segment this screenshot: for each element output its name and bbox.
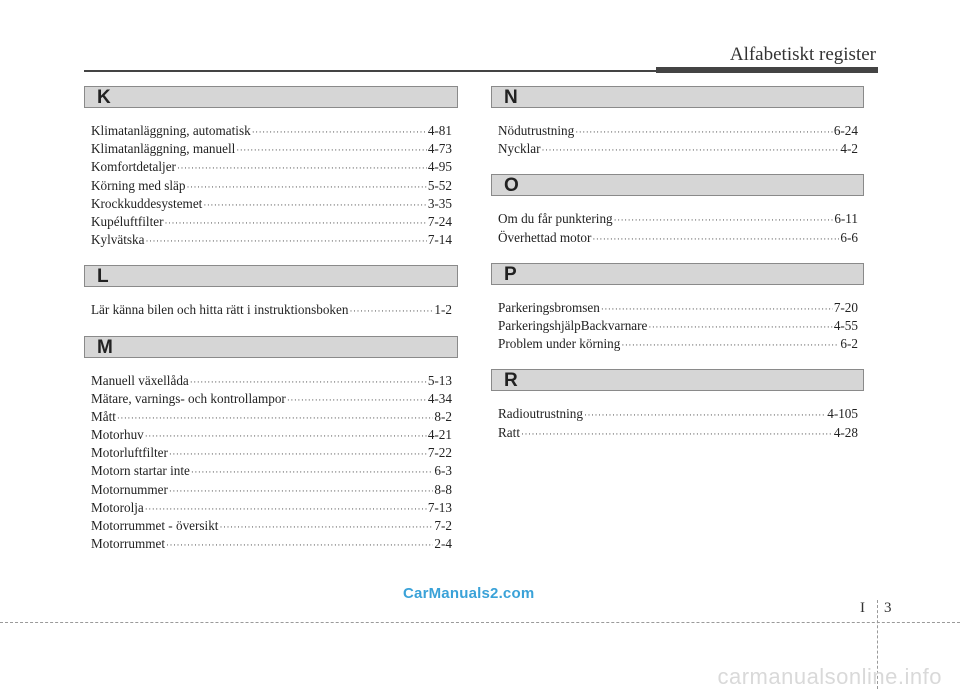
page-header-title: Alfabetiskt register (729, 44, 876, 65)
index-entry-text: Manuell växellåda (91, 372, 189, 388)
index-entry[interactable] (491, 405, 864, 423)
index-entry-text: Motorn startar inte (91, 463, 190, 479)
index-entry-text: Mätare, varnings- och kontrollampor (91, 390, 286, 406)
left-column (84, 86, 458, 553)
dot-leader (614, 211, 834, 229)
index-entry-list (84, 301, 458, 319)
index-entry-text: Klimatanläggning, automatisk (91, 123, 251, 138)
dot-leader (236, 141, 427, 159)
index-entry[interactable] (84, 426, 458, 444)
index-entry-page: 4-34 (427, 390, 452, 406)
index-entry-page: 6-11 (834, 211, 858, 227)
section-letter-bar (491, 263, 864, 285)
index-entry-page: 6-24 (833, 123, 858, 138)
index-entry-page: 5-13 (427, 372, 452, 388)
index-entry[interactable] (84, 481, 458, 499)
index-entry[interactable] (84, 499, 458, 517)
dot-leader (621, 336, 839, 354)
index-entry-text: Nycklar (498, 141, 541, 157)
dot-leader (349, 302, 433, 320)
index-entry[interactable] (84, 122, 458, 140)
index-entry-text: Motorolja (91, 499, 144, 515)
index-entry[interactable] (84, 372, 458, 390)
right-column (491, 86, 864, 442)
index-entry[interactable] (84, 177, 458, 195)
index-entry-page: 4-73 (427, 141, 452, 157)
index-entry-text: Motornummer (91, 481, 168, 497)
index-entry[interactable] (84, 462, 458, 480)
index-entry[interactable] (84, 195, 458, 213)
dot-leader (521, 425, 833, 443)
index-entry-text: Kylvätska (91, 232, 145, 248)
index-entry-page: 8-2 (434, 408, 452, 424)
index-entry-list (491, 299, 864, 354)
section-letter: O (504, 175, 519, 197)
index-entry-text: ParkeringshjälpBackvarnare (498, 317, 648, 333)
section-letter: R (504, 370, 518, 392)
dot-leader (169, 445, 427, 463)
index-entry[interactable] (491, 210, 864, 228)
bottom-watermark[interactable]: carmanualsonline.info (717, 664, 942, 689)
index-entry-text: Motorhuv (91, 427, 144, 443)
index-entry-page: 4-95 (427, 159, 452, 175)
index-entry-page: 7-13 (427, 499, 452, 515)
index-entry-page: 7-20 (833, 299, 858, 315)
dot-leader (252, 123, 427, 141)
index-entry[interactable] (491, 424, 864, 442)
index-entry-text: Parkeringsbromsen (498, 299, 600, 315)
index-entry-page: 6-2 (840, 336, 858, 352)
dot-leader (592, 230, 839, 248)
index-entry[interactable] (84, 408, 458, 426)
index-entry-list (491, 122, 864, 158)
footer-section-label: I (860, 600, 865, 616)
index-entry-page: 6-3 (434, 463, 452, 479)
index-entry-page: 3-35 (427, 195, 452, 211)
dot-leader (187, 178, 427, 196)
index-entry-text: Kupéluftfilter (91, 213, 164, 229)
section-letter: N (504, 87, 518, 108)
header-rule (84, 70, 656, 72)
index-entry[interactable] (84, 158, 458, 176)
index-entry[interactable] (84, 517, 458, 535)
section-letter-bar (84, 336, 458, 358)
section-letter-bar (84, 265, 458, 287)
index-entry-page: 4-81 (427, 123, 452, 138)
index-entry-text: Mått (91, 408, 116, 424)
section-letter: L (97, 266, 109, 288)
index-entry-text: Komfortdetaljer (91, 159, 176, 175)
index-entry-text: Radioutrustning (498, 406, 583, 422)
index-entry-page: 7-14 (427, 232, 452, 248)
dot-leader (165, 214, 427, 232)
dot-leader (145, 427, 427, 445)
dot-leader (584, 406, 826, 424)
index-entry[interactable] (491, 229, 864, 247)
dot-leader (601, 300, 833, 318)
index-entry[interactable] (84, 140, 458, 158)
index-entry-text: Motorrummet (91, 536, 165, 552)
index-entry-text: Körning med släp (91, 177, 186, 193)
index-entry-page: 4-2 (840, 141, 858, 157)
dot-leader (575, 123, 833, 141)
header-rule-thick (656, 67, 878, 73)
index-entry-page: 4-55 (833, 317, 858, 333)
index-entry-page: 1-2 (434, 302, 452, 318)
index-entry-page: 7-24 (427, 213, 452, 229)
section-letter-bar (491, 174, 864, 196)
dot-leader (219, 518, 433, 536)
index-entry-list (84, 122, 458, 249)
index-entry-list (491, 210, 864, 246)
index-entry-page: 4-105 (827, 406, 858, 422)
dot-leader (145, 500, 427, 518)
index-entry[interactable] (84, 535, 458, 553)
section-letter: M (97, 336, 113, 358)
index-entry-list (84, 372, 458, 554)
index-entry-text: Motorluftfilter (91, 445, 168, 461)
section-letter-bar (84, 86, 458, 108)
index-entry-page: 5-52 (427, 177, 452, 193)
footer-page-number: 3 (884, 600, 892, 616)
index-entry-text: Klimatanläggning, manuell (91, 141, 236, 157)
index-entry[interactable] (491, 299, 864, 317)
index-entry[interactable] (491, 317, 864, 335)
index-entry-page: 4-21 (427, 427, 452, 443)
watermark-link[interactable]: CarManuals2.com (403, 585, 535, 602)
index-entry-list (491, 405, 864, 441)
section-letter-bar (491, 86, 864, 108)
index-entry[interactable] (84, 231, 458, 249)
index-entry-text: Överhettad motor (498, 229, 592, 245)
index-entry-page: 4-28 (833, 424, 858, 440)
section-letter: K (97, 87, 111, 108)
index-entry[interactable] (84, 301, 458, 319)
dot-leader (541, 141, 839, 159)
index-entry-page: 7-2 (434, 518, 452, 533)
index-entry-text: Ratt (498, 424, 520, 440)
index-entry-page: 8-8 (434, 481, 452, 497)
dot-leader (648, 318, 832, 336)
index-entry[interactable] (491, 122, 864, 140)
index-entry-text: Lär känna bilen och hitta rätt i instruktionsboken (91, 302, 349, 318)
dot-leader (169, 482, 433, 500)
section-letter: P (504, 263, 517, 285)
dot-leader (117, 409, 433, 427)
index-entry[interactable] (84, 390, 458, 408)
index-entry-text: Problem under körning (498, 336, 621, 352)
index-entry-text: Krockkuddesystemet (91, 195, 203, 211)
index-entry-text: Om du får punktering (498, 211, 613, 227)
index-entry-page: 7-22 (427, 445, 452, 461)
index-entry-text: Nödutrustning (498, 123, 575, 138)
dot-leader (191, 463, 434, 481)
index-entry[interactable] (491, 140, 864, 158)
dot-leader (287, 391, 427, 409)
dot-leader (177, 159, 427, 177)
index-entry-page: 2-4 (434, 536, 452, 552)
index-entry[interactable] (84, 444, 458, 462)
index-entry[interactable] (491, 335, 864, 353)
index-entry[interactable] (84, 213, 458, 231)
index-entry-text: Motorrummet - översikt (91, 518, 219, 533)
footer-dashed-rule (0, 622, 960, 623)
dot-leader (203, 196, 426, 214)
section-letter-bar (491, 369, 864, 391)
dot-leader (166, 536, 433, 554)
dot-leader (190, 373, 427, 391)
index-entry-page: 6-6 (840, 229, 858, 245)
dot-leader (145, 232, 426, 250)
